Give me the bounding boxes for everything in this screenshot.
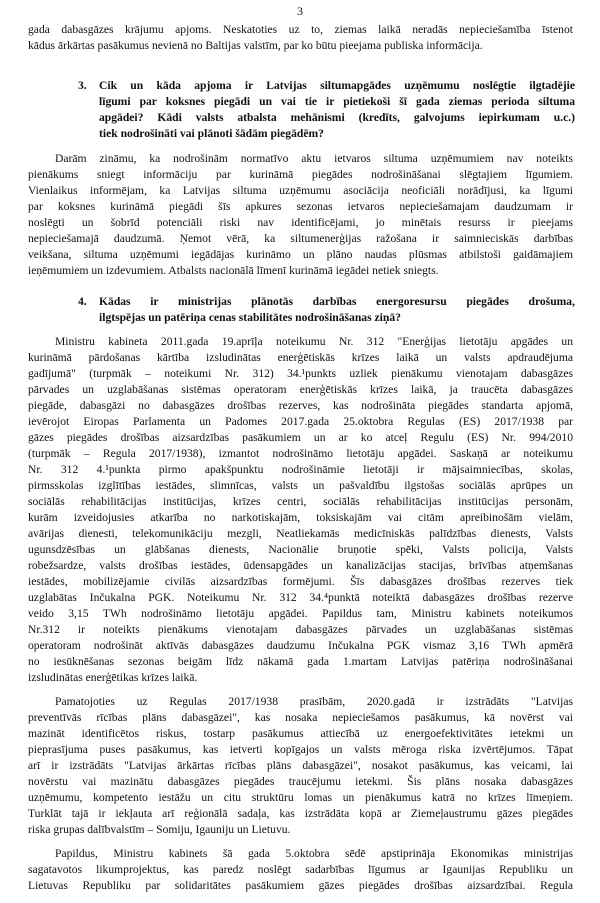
text-line: Darām zināmu, ka nodrošinām normatīvo aktu ietvaros siltuma uzņēmumiem nav noteikts	[55, 152, 573, 165]
text-line: mazināt identificētos riskus, tostarp pasākumus attiecībā uz energoefektivitātes ietekmi un	[28, 727, 573, 740]
text-line: Ministru kabineta 2011.gada 19.aprīļa noteikumu Nr. 312 "Enerģijas lietotāju apgādes un	[55, 335, 573, 348]
text-line: kādus ārkārtas pasākumus nevienā no Baltijas valstīm, par ko būtu pieejama publiska informācija.	[28, 39, 483, 52]
text-line: robežsardze, valsts drošības iestādes, ūdensapgādes un kanalizācijas stacijas, brīvības atņemšanas	[28, 559, 573, 572]
question-line: ilgtspējas un patēriņa cenas stabilitātes nodrošināšanas ziņā?	[99, 311, 401, 324]
text-line: Nr.312 ir noteikts pienākums vienotajam dabasgāzes pārvades un uzglabāšanas sistēmas	[28, 623, 573, 636]
text-line: Vienlaikus informējam, ka Latvijas siltuma uzņēmumu asociācija neoficiāli norādījusi, ka līgumi	[28, 184, 573, 197]
text-line: arī ir izstrādāts "Latvijas ārkārtas rīcības plāns dabasgāzei", nosakot pasākumus, kas veicami, lai	[28, 759, 573, 772]
text-line: preventīvās rīcības plāns dabasgāzei", kas nosaka nepieciešamos pasākumus, kā novērst vai	[28, 711, 573, 724]
text-line: kurām izveidojusies atkarība no narkotiskajām, toksiskajām vai citām apreibinošām vielām,	[28, 511, 573, 524]
question-line: tiek nodrošināti vai plānoti šādām piegādēm?	[99, 127, 324, 140]
text-line: ugunsdzēsības un glābšanas dienests, Nacionālie bruņotie spēki, Valsts policija, Valsts	[28, 543, 573, 556]
page-number: 3	[297, 4, 303, 18]
text-line: pienākums sniegt informāciju par kurināmā piegādes nodrošināšanai slēgtajiem līgumiem.	[28, 168, 573, 181]
text-line: sociālās rehabilitācijas institūcijas, krīzes centri, sociālās rehabilitācijas institūcijas personām,	[28, 495, 573, 508]
text-line: Pamatojoties uz Regulas 2017/1938 prasībām, 2020.gadā ir izstrādāts "Latvijas	[55, 695, 573, 708]
text-line: noslēgti un šobrīd potenciāli riski nav identificējami, jo minētais resurss ir pieejams	[28, 216, 573, 229]
text-line: izsludinātas enerģētikas krīzes laikā.	[28, 671, 198, 684]
text-line: gāzes piegādes drošības aizsardzības pasākumiem un ar ko atceļ Regulu (ES) Nr. 994/2010	[28, 431, 573, 444]
text-line: par koksnes kurināmā piegādi šīs apkures sezonas ietvaros nepieciešamajam daudzumam ir	[28, 200, 573, 213]
question-number: 4.	[78, 295, 87, 308]
text-line: Nr. 312 4.¹punkta pirmo apakšpunktu nodrošināmie lietotāji ir mājsaimniecības, skolas,	[28, 463, 573, 476]
text-line: iestādes, mobilizējamie civilās aizsardzības formējumi. Šīs dabasgāzes drošības rezerves tiek	[28, 575, 573, 588]
text-line: gada dabasgāzes krājumu apjoms. Neskatoties uz to, ziemas laikā neradās nepieciešamība īstenot	[28, 23, 573, 36]
text-line: Lietuvas Republiku par solidaritātes pasākumiem gāzes piegādes drošības aizsardzībai. Regula	[28, 879, 573, 892]
text-line: no iesūknēšanas sezonas beigām līdz nākamā gada 1.martam Latvijas patēriņa nodrošināšanai	[28, 655, 573, 668]
text-line: sagatavotos likumprojektus, kas paredz noslēgt sadarbības līgumus ar Igaunijas Republiku un	[28, 863, 573, 876]
question-line: apgādei? Kādi valsts atbalsta mehānismi (kredīts, galvojums iepirkumam u.c.)	[99, 111, 575, 124]
text-line: pārvades un uzglabāšanas sistēmas operatoram enerģētiskās krīzes laikā, ja traucēta dabasgāzes	[28, 383, 573, 396]
text-line: veido 3,15 TWh nodrošināmo lietotāju apgādei. Papildus tam, Ministru kabinets noteikumos	[28, 607, 573, 620]
text-line: operatoram nodrošināt aktīvās dabasgāzes daudzumu Inčukalna PGK vismaz 3,16 TWh apmērā	[28, 639, 573, 652]
text-line: uzglabātas Inčukalna PGK. Noteikumu Nr. 312 34.⁴punktā noteiktā dabasgāzes drošības rezerve	[28, 591, 573, 604]
text-line: nepieciešamajā daudzumā. Ņemot vērā, ka siltumenerģijas ražošana ir saimnieciskās darbības	[28, 232, 573, 245]
text-line: ievērojot Eiropas Parlamenta un Padomes 2017.gada 25.oktobra Regulas (ES) 2017/1938 par	[28, 415, 573, 428]
text-line: Papildus, Ministru kabinets šā gada 5.oktobra sēdē apstiprināja Ekonomikas ministrijas	[55, 847, 573, 860]
question-line: Cik un kāda apjoma ir Latvijas siltumapgādes uzņēmumu noslēgtie ilgtadējie	[99, 79, 575, 92]
text-line: gadījumā" (turpmāk – noteikumi Nr. 312) 34.¹punkts uzliek pienākumu vienotajam dabasgāzes	[28, 367, 573, 380]
text-line: novērstu vai mazinātu dabasgāzes piegādes traucējumu ietekmi. Šis plāns nosaka dabasgāzes	[28, 775, 573, 788]
text-line: uzņēmumu, kompetento iestāžu un citu struktūru lomas un pienākumus katrā no krīzes līmeņiem.	[28, 791, 573, 804]
text-line: veikšana, siltuma uzņēmumi iegādājas kurināmo un plāno naudas plūsmas atbilstoši gaidāmajiem	[28, 248, 573, 261]
text-line: ieņēmumiem un izdevumiem. Atbalsts nacionālā līmenī kurināmā iegādei netiek sniegts.	[28, 264, 439, 277]
text-line: kurināmā pārdošanas kārtība izsludinātas enerģētiskās krīzes laikā un valsts apdraudējuma	[28, 351, 573, 364]
text-line: Turklāt tajā ir iekļauta arī reģionālā sadaļa, kas izstrādāta kopā ar Ziemeļaustrumu gāzes piegādes	[28, 807, 573, 820]
text-line: riska grupas dalībvalstīm – Somiju, Igauniju un Lietuvu.	[28, 823, 291, 836]
question-line: līgumi par koksnes piegādi un vai tie ir pietiekoši šī gada ziemas perioda siltuma	[99, 95, 575, 108]
text-line: avārijas dienesti, telekomunikāciju mezgli, Neatliekamās medicīniskās palīdzības dienests, Valsts	[28, 527, 573, 540]
question-number: 3.	[78, 79, 87, 92]
question-line: Kādas ir ministrijas plānotās darbības energoresursu piegādes drošuma,	[99, 295, 575, 308]
text-line: (turpmāk – Regula 2017/1938), izmantot nodrošināmo lietotāju apgādei. Saskaņā ar noteikumu	[28, 447, 573, 460]
text-line: pirmsskolas izglītības iestādes, slimnīcas, valsts un pašvaldību ilgstošas sociālās aprūpes un	[28, 479, 573, 492]
text-line: pieprasījuma puses pasākumus, kas ietverti kopīgajos un valsts mēroga riska izvērtējumos. Tāpat	[28, 743, 573, 756]
text-line: piegāde, dabasgāzi no dabasgāzes drošības rezerves, kas nodrošināta piegādes standarta apjomā,	[28, 399, 573, 412]
